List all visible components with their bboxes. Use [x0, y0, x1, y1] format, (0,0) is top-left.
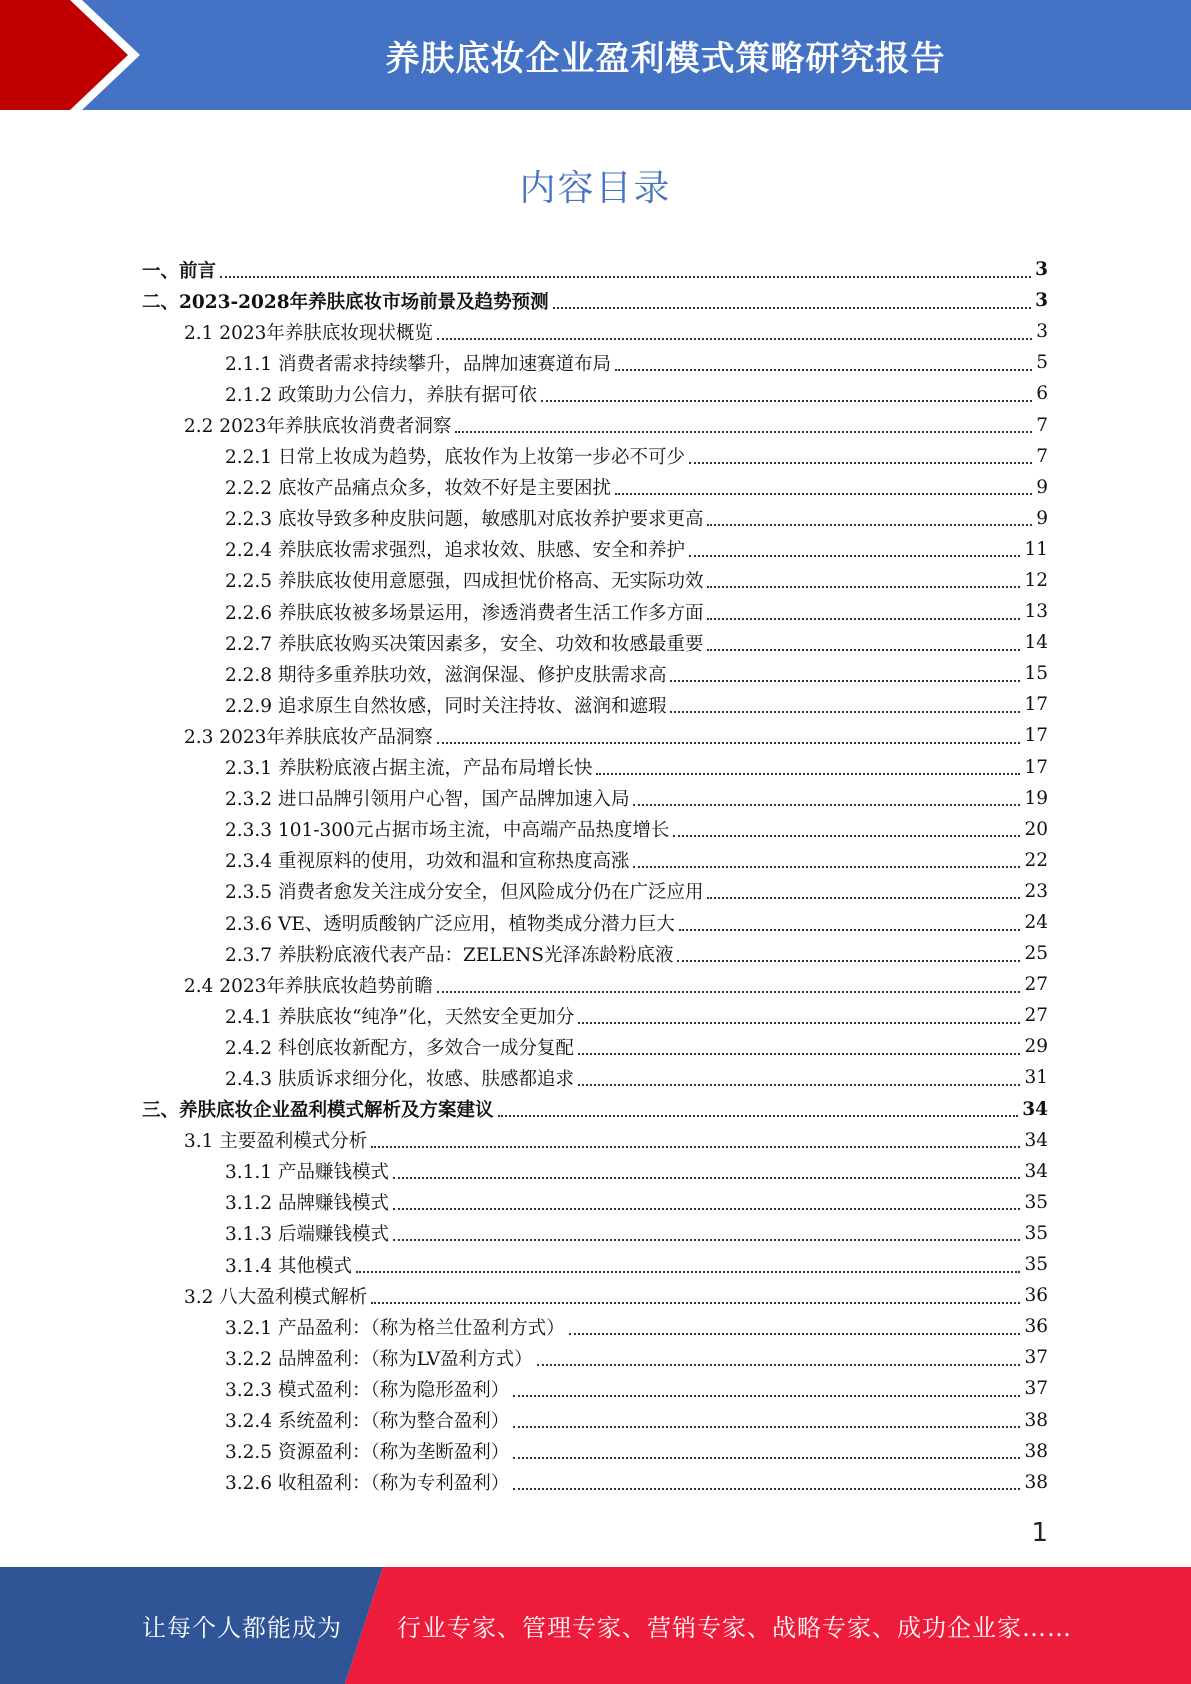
toc-entry-label: 2.4.1 养肤底妆“纯净”化，天然安全更加分	[225, 1006, 575, 1028]
toc-entry-label: 2.1.2 政策助力公信力，养肤有据可依	[225, 384, 537, 406]
footer-slogan-left: 让每个人都能成为	[142, 1614, 342, 1642]
toc-entry[interactable]	[142, 969, 1048, 1000]
toc-entry[interactable]	[142, 1125, 1048, 1156]
toc-entry-page: 9	[1036, 507, 1048, 529]
toc-entry[interactable]	[142, 472, 1048, 503]
toc-entry[interactable]	[142, 783, 1048, 814]
header-title: 养肤底妆企业盈利模式策略研究报告	[385, 38, 946, 79]
toc-entry[interactable]	[142, 938, 1048, 969]
toc-heading: 内容目录	[519, 168, 672, 209]
toc-entry-page: 3	[1035, 290, 1048, 312]
toc-dot-leader	[679, 929, 1021, 931]
toc-dot-leader	[707, 586, 1020, 588]
toc-dot-leader	[689, 555, 1020, 557]
toc-entry[interactable]	[142, 285, 1048, 316]
toc-entry[interactable]	[142, 254, 1048, 285]
toc-entry[interactable]	[142, 1062, 1048, 1093]
toc-entry-page: 36	[1024, 1285, 1048, 1307]
toc-dot-leader	[513, 1395, 1020, 1397]
toc-entry-label: 2.1.1 消费者需求持续攀升，品牌加速赛道布局	[225, 353, 611, 375]
toc-entry-label: 3.1.3 后端赚钱模式	[225, 1224, 389, 1246]
toc-entry-page: 38	[1024, 1471, 1048, 1493]
toc-dot-leader	[633, 866, 1020, 868]
toc-entry-page: 38	[1024, 1409, 1048, 1431]
toc-entry-page: 15	[1024, 663, 1048, 685]
toc-entry[interactable]	[142, 1280, 1048, 1311]
toc-entry-page: 35	[1024, 1222, 1048, 1244]
toc-entry-label: 3.2.1 产品盈利：（称为格兰仕盈利方式）	[225, 1317, 565, 1339]
toc-entry-page: 7	[1036, 445, 1048, 467]
toc-entry-page: 24	[1024, 912, 1048, 934]
toc-entry[interactable]	[142, 814, 1048, 845]
toc-dot-leader	[498, 1115, 1019, 1117]
header-arrow-decoration	[0, 0, 160, 110]
toc-entry-label: 3.2 八大盈利模式解析	[184, 1286, 368, 1308]
toc-entry-page: 7	[1036, 414, 1048, 436]
toc-entry[interactable]	[142, 1249, 1048, 1280]
toc-entry-label: 2.2.3 底妆导致多种皮肤问题，敏感肌对底妆养护要求更高	[225, 509, 704, 531]
toc-entry-label: 3.2.4 系统盈利：（称为整合盈利）	[225, 1411, 510, 1433]
toc-entry-page: 17	[1024, 694, 1048, 716]
toc-dot-leader	[513, 1488, 1020, 1490]
toc-entry[interactable]	[142, 316, 1048, 347]
toc-entry-page: 19	[1024, 787, 1048, 809]
toc-dot-leader	[553, 307, 1031, 309]
toc-entry-label: 3.2.2 品牌盈利：（称为LV盈利方式）	[225, 1348, 533, 1370]
toc-dot-leader	[541, 400, 1032, 402]
toc-entry-label: 3.2.5 资源盈利：（称为垄断盈利）	[225, 1442, 510, 1464]
toc-entry[interactable]	[142, 1218, 1048, 1249]
toc-entry-label: 3.2.6 收租盈利：（称为专利盈利）	[225, 1473, 510, 1495]
toc-dot-leader	[689, 462, 1032, 464]
toc-dot-leader	[615, 493, 1032, 495]
toc-entry[interactable]	[142, 441, 1048, 472]
toc-entry-label: 2.2.6 养肤底妆被多场景运用，渗透消费者生活工作多方面	[225, 602, 704, 624]
page-footer	[0, 1567, 1191, 1684]
toc-entry[interactable]	[142, 1467, 1048, 1498]
toc-entry[interactable]	[142, 876, 1048, 907]
toc-entry-label: 2.3 2023年养肤底妆产品洞察	[184, 726, 433, 748]
toc-entry-page: 25	[1024, 943, 1048, 965]
toc-entry-label: 2.2.5 养肤底妆使用意愿强，四成担忧价格高、无实际功效	[225, 571, 704, 593]
toc-entry[interactable]	[142, 503, 1048, 534]
toc-dot-leader	[513, 1457, 1020, 1459]
toc-dot-leader	[670, 711, 1020, 713]
toc-entry-page: 23	[1024, 880, 1048, 902]
toc-entry[interactable]	[142, 907, 1048, 938]
toc-dot-leader	[371, 1146, 1020, 1148]
toc-entry-label: 3.1.4 其他模式	[225, 1255, 352, 1277]
toc-dot-leader	[707, 649, 1020, 651]
toc-entry-page: 27	[1024, 974, 1048, 996]
toc-dot-leader	[437, 991, 1021, 993]
toc-entry-label: 2.1 2023年养肤底妆现状概览	[184, 322, 433, 344]
toc-dot-leader	[615, 369, 1032, 371]
toc-entry[interactable]	[142, 1373, 1048, 1404]
toc-entry[interactable]	[142, 689, 1048, 720]
toc-entry[interactable]	[142, 1031, 1048, 1062]
toc-entry[interactable]	[142, 627, 1048, 658]
toc-dot-leader	[677, 960, 1020, 962]
toc-dot-leader	[393, 1239, 1020, 1241]
toc-dot-leader	[220, 276, 1031, 278]
toc-entry[interactable]	[142, 1436, 1048, 1467]
toc-entry[interactable]	[142, 565, 1048, 596]
toc-entry-page: 3	[1035, 259, 1048, 281]
toc-entry-page: 17	[1024, 725, 1048, 747]
table-of-contents	[142, 254, 1048, 1498]
toc-entry-page: 34	[1022, 1098, 1048, 1120]
toc-entry-label: 2.4 2023年养肤底妆趋势前瞻	[184, 975, 433, 997]
toc-entry-label: 2.4.3 肤质诉求细分化，妆感、肤感都追求	[225, 1068, 574, 1090]
toc-entry[interactable]	[142, 596, 1048, 627]
toc-entry-label: 2.4.2 科创底妆新配方，多效合一成分复配	[225, 1037, 574, 1059]
toc-entry-label: 2.3.5 消费者愈发关注成分安全，但风险成分仍在广泛应用	[225, 882, 704, 904]
page-number: 1	[1031, 1518, 1048, 1548]
toc-entry-label: 三、养肤底妆企业盈利模式解析及方案建议	[142, 1100, 494, 1122]
toc-entry-page: 5	[1036, 352, 1048, 374]
toc-entry-label: 2.3.4 重视原料的使用，功效和温和宣称热度高涨	[225, 851, 630, 873]
toc-entry-page: 22	[1024, 849, 1048, 871]
toc-dot-leader	[371, 1302, 1020, 1304]
toc-entry-page: 6	[1036, 383, 1048, 405]
toc-entry-page: 17	[1024, 756, 1048, 778]
toc-dot-leader	[707, 618, 1020, 620]
toc-entry-page: 11	[1024, 538, 1048, 560]
toc-dot-leader	[673, 835, 1020, 837]
toc-dot-leader	[437, 338, 1032, 340]
toc-entry-page: 35	[1024, 1254, 1048, 1276]
toc-dot-leader	[578, 1053, 1020, 1055]
toc-entry-label: 2.2.7 养肤底妆购买决策因素多，安全、功效和妆感最重要	[225, 633, 704, 655]
toc-entry-page: 37	[1024, 1347, 1048, 1369]
toc-entry-label: 二、2023-2028年养肤底妆市场前景及趋势预测	[142, 291, 549, 313]
toc-dot-leader	[578, 1022, 1020, 1024]
toc-dot-leader	[569, 1333, 1021, 1335]
toc-dot-leader	[670, 680, 1020, 682]
toc-entry-label: 2.2.9 追求原生自然妆感，同时关注持妆、滋润和遮瑕	[225, 695, 667, 717]
toc-entry[interactable]	[142, 534, 1048, 565]
toc-entry[interactable]	[142, 658, 1048, 689]
toc-entry-page: 38	[1024, 1440, 1048, 1462]
toc-entry-page: 20	[1024, 818, 1048, 840]
toc-entry-page: 27	[1024, 1005, 1048, 1027]
toc-entry-page: 31	[1024, 1067, 1048, 1089]
toc-dot-leader	[455, 431, 1032, 433]
toc-entry-page: 35	[1024, 1191, 1048, 1213]
toc-entry-label: 3.1.1 产品赚钱模式	[225, 1162, 389, 1184]
toc-entry[interactable]	[142, 752, 1048, 783]
toc-entry-page: 34	[1024, 1129, 1048, 1151]
toc-entry-page: 36	[1024, 1316, 1048, 1338]
toc-entry-page: 3	[1036, 321, 1048, 343]
toc-entry[interactable]	[142, 1311, 1048, 1342]
toc-entry[interactable]	[142, 378, 1048, 409]
toc-dot-leader	[393, 1177, 1020, 1179]
toc-dot-leader	[393, 1208, 1020, 1210]
toc-entry-label: 2.2 2023年养肤底妆消费者洞察	[184, 416, 452, 438]
toc-entry-label: 3.2.3 模式盈利：（称为隐形盈利）	[225, 1379, 510, 1401]
toc-entry-page: 13	[1024, 601, 1048, 623]
toc-dot-leader	[537, 1364, 1021, 1366]
toc-entry-label: 2.2.1 日常上妆成为趋势，底妆作为上妆第一步必不可少	[225, 447, 685, 469]
toc-entry[interactable]	[142, 1156, 1048, 1187]
footer-slogan-right: 行业专家、管理专家、营销专家、战略专家、成功企业家……	[397, 1614, 1072, 1642]
toc-dot-leader	[707, 524, 1032, 526]
toc-entry-label: 3.1 主要盈利模式分析	[184, 1131, 368, 1153]
toc-entry-page: 14	[1024, 632, 1048, 654]
toc-entry[interactable]	[142, 1094, 1048, 1125]
toc-entry-page: 34	[1024, 1160, 1048, 1182]
toc-entry[interactable]	[142, 1404, 1048, 1435]
toc-entry[interactable]	[142, 1000, 1048, 1031]
toc-entry-page: 37	[1024, 1378, 1048, 1400]
toc-entry-label: 2.2.4 养肤底妆需求强烈，追求妆效、肤感、安全和养护	[225, 540, 685, 562]
toc-entry-label: 3.1.2 品牌赚钱模式	[225, 1193, 389, 1215]
toc-entry-page: 9	[1036, 476, 1048, 498]
toc-entry-label: 2.3.1 养肤粉底液占据主流，产品布局增长快	[225, 758, 593, 780]
toc-entry-label: 2.3.7 养肤粉底液代表产品：ZELENS光泽冻龄粉底液	[225, 944, 674, 966]
toc-entry[interactable]	[142, 1187, 1048, 1218]
toc-dot-leader	[513, 1426, 1020, 1428]
toc-dot-leader	[356, 1271, 1021, 1273]
toc-entry[interactable]	[142, 1342, 1048, 1373]
toc-entry[interactable]	[142, 347, 1048, 378]
toc-entry-label: 2.2.8 期待多重养肤功效，滋润保湿、修护皮肤需求高	[225, 664, 667, 686]
toc-dot-leader	[633, 804, 1020, 806]
toc-dot-leader	[596, 773, 1020, 775]
toc-entry-page: 12	[1024, 569, 1048, 591]
toc-entry[interactable]	[142, 845, 1048, 876]
toc-entry-label: 2.2.2 底妆产品痛点众多，妆效不好是主要困扰	[225, 478, 611, 500]
toc-dot-leader	[578, 1084, 1020, 1086]
page-header	[0, 0, 1191, 110]
toc-dot-leader	[707, 897, 1020, 899]
toc-entry-label: 2.3.2 进口品牌引领用户心智，国产品牌加速入局	[225, 789, 630, 811]
toc-entry-label: 2.3.6 VE、透明质酸钠广泛应用，植物类成分潜力巨大	[225, 913, 675, 935]
toc-entry-page: 29	[1024, 1036, 1048, 1058]
toc-entry-label: 2.3.3 101-300元占据市场主流，中高端产品热度增长	[225, 820, 670, 842]
toc-entry[interactable]	[142, 720, 1048, 751]
toc-entry[interactable]	[142, 409, 1048, 440]
toc-dot-leader	[437, 742, 1021, 744]
toc-entry-label: 一、前言	[142, 260, 217, 282]
